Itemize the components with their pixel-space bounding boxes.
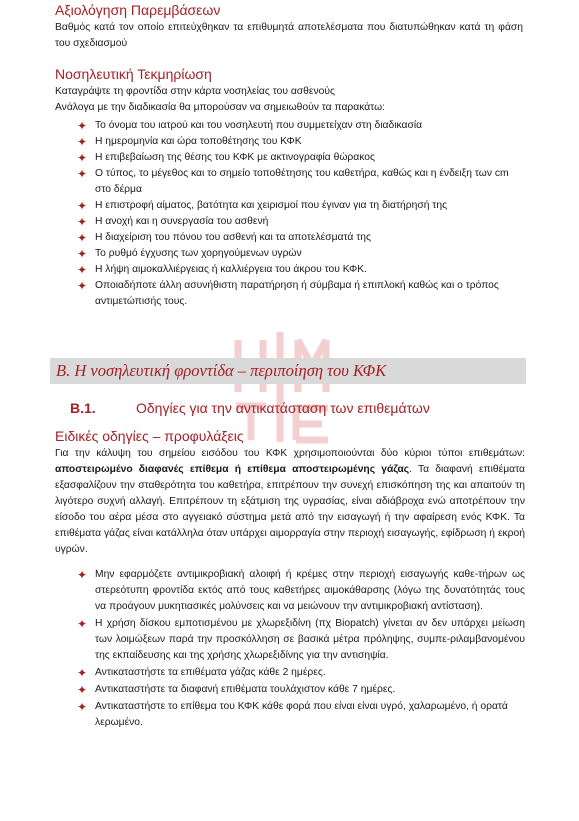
list-item-text: Οποιαδήποτε άλλη ασυνήθιστη παρατήρηση ή σύμβαμα ή επιπλοκή καθώς και ο τρόπος αντιμετώπισής τους. xyxy=(95,280,499,307)
list-item xyxy=(55,134,525,150)
documentation-bullet-list xyxy=(55,118,525,310)
list-item xyxy=(55,246,525,262)
list-item-text: Αντικαταστήστε τα διαφανή επιθέματα τουλάχιστον κάθε 7 ημέρες. xyxy=(95,684,396,695)
list-item xyxy=(55,118,525,134)
list-item xyxy=(55,214,525,230)
list-item-text: Μην εφαρμόζετε αντιμικροβιακή αλοιφή ή κρέμες στην περιοχή εισαγωγής καθε-τήρων ως στερεότυπη φροντίδα εκτός από τους καθετήρες αιμοκάθαρσης (λόγω της δυνατότητάς τους να προάγουν μυκητιασικές μολύνσεις και να μειώνουν την αντιμικροβιακή αντίσταση). xyxy=(95,569,525,612)
list-item xyxy=(55,278,525,310)
list-item-text: Η ανοχή και η συνεργασία του ασθενή xyxy=(95,216,269,227)
list-item xyxy=(55,198,525,214)
paragraph-text: Για την κάλυψη του σημείου εισόδου του ΚΦΚ χρησιμοποιούνται δύο κύριοι τύποι επιθεμάτων: xyxy=(55,448,525,459)
star-bullet-icon: ✦ xyxy=(77,279,88,293)
star-bullet-icon: ✦ xyxy=(77,700,88,714)
star-bullet-icon: ✦ xyxy=(77,263,88,277)
star-bullet-icon: ✦ xyxy=(77,231,88,245)
paragraph-text: . Τα διαφανή επιθέματα εξασφαλίζουν την σταθερότητα του καθετήρα, επιτρέπουν την συνεχή επισκόπηση της και απαιτούν τη λιγότερο συχνή αλλαγή. Επιτρέπουν τη εξάτμιση της υγρασίας, είναι αδιάβροχα ενώ αποτρέπουν την είσοδο του αέρα μέσα στο αγγειακό σύστημα μετά από την εισαγωγή ή την αφαίρεση ενός ΚΦΚ. Τα επιθέματα γάζας είναι κατάλληλα όταν υπάρχει αιμορραγία στην περιοχή εισαγωγής, εφίδρωση ή εκροή υγρών. xyxy=(55,464,525,555)
list-item-text: Η επιστροφή αίματος, βατότητα και χειρισμοί που έγιναν για τη διατήρησή της xyxy=(95,200,448,211)
list-item-text: Το όνομα του ιατρού και του νοσηλευτή που συμμετείχαν στη διαδικασία xyxy=(95,120,423,131)
star-bullet-icon: ✦ xyxy=(77,215,88,229)
list-item-text: Η επιβεβαίωση της θέσης του ΚΦΚ με ακτινογραφία θώρακος xyxy=(95,152,375,163)
star-bullet-icon: ✦ xyxy=(77,135,88,149)
star-bullet-icon: ✦ xyxy=(77,167,88,181)
star-bullet-icon: ✦ xyxy=(77,666,88,680)
list-item xyxy=(55,682,525,698)
paragraph-bold-text: αποστειρωμένο διαφανές επίθεμα ή επίθεμα αποστειρωμένης γάζας xyxy=(55,464,410,475)
section-heading-evaluation: Αξιολόγηση Παρεμβάσεων xyxy=(55,2,221,18)
list-item xyxy=(55,262,525,278)
list-item xyxy=(55,166,525,198)
list-item-text: Η λήψη αιμοκαλλιέργειας ή καλλιέργεια του άκρου του ΚΦΚ. xyxy=(95,264,367,275)
dressings-paragraph xyxy=(55,446,525,558)
section-heading-documentation: Νοσηλευτική Τεκμηρίωση xyxy=(55,66,212,82)
star-bullet-icon: ✦ xyxy=(77,151,88,165)
list-item-text: Το ρυθμό έγχυσης των χορηγούμενων υγρών xyxy=(95,248,302,259)
instructions-bullet-list xyxy=(55,567,525,731)
star-bullet-icon: ✦ xyxy=(77,683,88,697)
list-item-text: Αντικαταστήστε τα επιθέματα γάζας κάθε 2 ημέρες. xyxy=(95,667,326,678)
subsection-title: Οδηγίες για την αντικατάσταση των επιθεμάτων xyxy=(136,400,430,416)
documentation-intro-line: Καταγράψτε τη φροντίδα στην κάρτα νοσηλείας του ασθενούς xyxy=(55,86,335,97)
list-item xyxy=(55,665,525,681)
list-item-text: Η χρήση δίσκου εμποτισμένου με χλωρεξιδίνη (πχ Biopatch) γίνεται αν δεν υπάρχει μείωση των λοιμώξεων παρά την προσκόλληση σε βασικά μέτρα πρόληψης, συμπε-ριλαμβανομένου της εκπαίδευσης και της χρήσης χλωρεξιδίνης για την αντισηψία. xyxy=(95,618,525,661)
list-item-text: Αντικαταστήστε το επίθεμα του ΚΦΚ κάθε φορά που είναι είναι υγρό, χαλαρωμένο, ή ορατά λερωμένο. xyxy=(95,701,508,728)
section-banner: Β. Η νοσηλευτική φροντίδα – περιποίηση του ΚΦΚ xyxy=(50,358,526,384)
section-heading-special-instructions: Ειδικές οδηγίες – προφυλάξεις xyxy=(55,428,244,444)
list-item xyxy=(55,699,525,731)
star-bullet-icon: ✦ xyxy=(77,119,88,133)
list-item xyxy=(55,567,525,615)
star-bullet-icon: ✦ xyxy=(77,247,88,261)
star-bullet-icon: ✦ xyxy=(77,617,88,631)
documentation-intro-line: Ανάλογα με την διαδικασία θα μπορούσαν να σημειωθούν τα παρακάτω: xyxy=(55,102,386,113)
list-item-text: Η ημερομηνία και ώρα τοποθέτησης του ΚΦΚ xyxy=(95,136,302,147)
list-item-text: Ο τύπος, το μέγεθος και το σημείο τοποθέτησης του καθετήρα, καθώς και η ένδειξη των cm στο δέρμα xyxy=(95,168,509,195)
list-item-text: Η διαχείριση του πόνου του ασθενή και τα αποτελέσματά της xyxy=(95,232,371,243)
list-item xyxy=(55,616,525,664)
section-paragraph: Βαθμός κατά τον οποίο επιτεύχθηκαν τα επιθυμητά αποτελέσματα που διατυπώθηκαν κατά τη φάση του σχεδιασμού xyxy=(55,22,523,49)
list-item xyxy=(55,230,525,246)
star-bullet-icon: ✦ xyxy=(77,568,88,582)
subsection-number: Β.1. xyxy=(70,400,96,416)
list-item xyxy=(55,150,525,166)
star-bullet-icon: ✦ xyxy=(77,199,88,213)
